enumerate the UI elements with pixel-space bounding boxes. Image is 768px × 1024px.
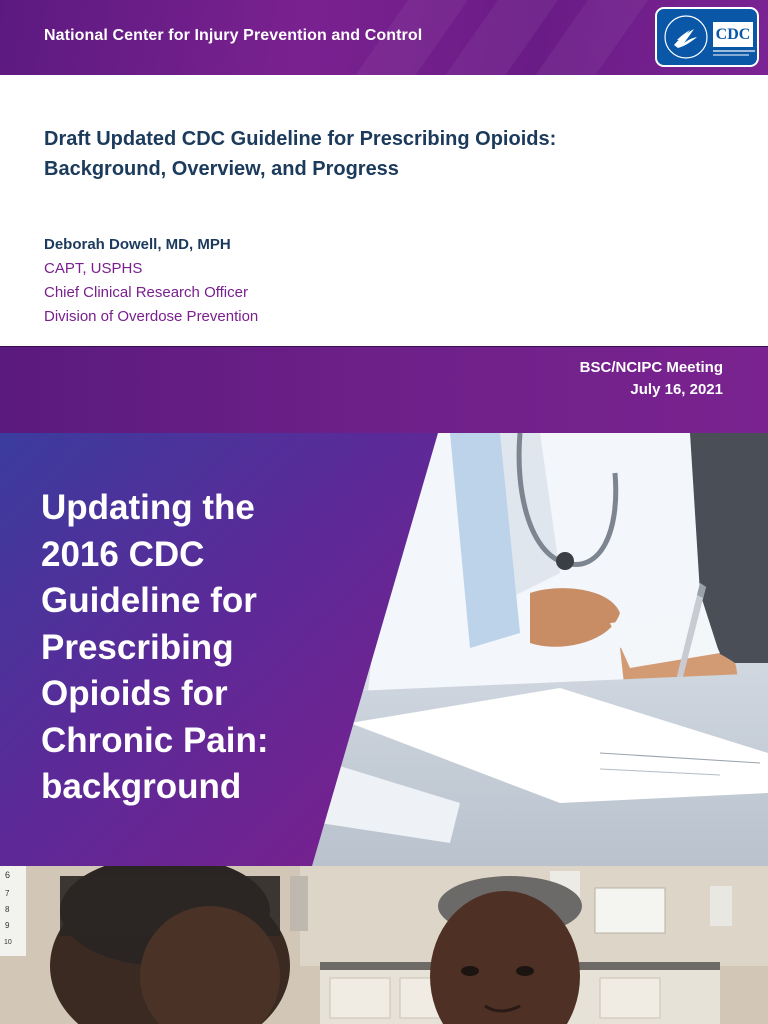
svg-text:6: 6 bbox=[5, 870, 11, 880]
presenter-name: Deborah Dowell, MD, MPH bbox=[44, 236, 231, 253]
headline-line: 2016 CDC bbox=[41, 534, 205, 574]
presenter-role: Chief Clinical Research Officer bbox=[44, 284, 248, 301]
deck-title-line1: Draft Updated CDC Guideline for Prescribing Opioids: bbox=[44, 128, 557, 150]
meeting-info bbox=[580, 357, 723, 401]
svg-text:10: 10 bbox=[4, 939, 12, 946]
deck-title bbox=[44, 124, 684, 184]
presenter-rank: CAPT, USPHS bbox=[44, 260, 143, 277]
meeting-name: BSC/NCIPC Meeting bbox=[579, 359, 723, 376]
headline-line: Updating the bbox=[41, 488, 255, 527]
meeting-date: July 16, 2021 bbox=[630, 381, 723, 398]
deck-title-line2: Background, Overview, and Progress bbox=[44, 158, 399, 180]
headline-line: background bbox=[41, 767, 242, 806]
svg-text:8: 8 bbox=[5, 905, 10, 914]
cdc-wordmark: CDC bbox=[713, 22, 753, 47]
headline-line: Guideline for bbox=[41, 581, 257, 620]
cdc-logo bbox=[655, 7, 759, 67]
section-slide bbox=[0, 433, 768, 866]
title-slide bbox=[0, 0, 768, 433]
svg-text:7: 7 bbox=[5, 889, 10, 898]
photo-slide bbox=[0, 866, 768, 1024]
doctor-patient-photo bbox=[0, 866, 768, 1024]
headline-line: Opioids for bbox=[41, 674, 228, 713]
header-bar bbox=[0, 0, 768, 75]
section-headline bbox=[41, 485, 371, 811]
svg-text:9: 9 bbox=[5, 921, 10, 930]
headline-line: Chronic Pain: bbox=[41, 720, 269, 760]
header-org-name: National Center for Injury Prevention and Control bbox=[44, 27, 423, 44]
headline-line: Prescribing bbox=[41, 627, 234, 667]
presenter-division: Division of Overdose Prevention bbox=[44, 308, 259, 325]
